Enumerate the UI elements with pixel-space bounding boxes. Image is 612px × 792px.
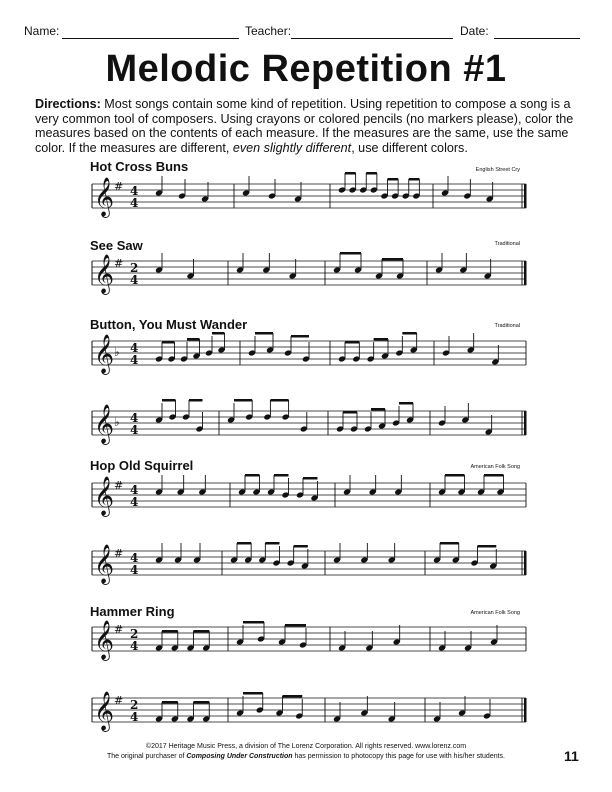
time-signature-top: 4 [130, 411, 139, 425]
time-signature-top: 4 [130, 341, 139, 355]
permission-text-b: has permission to photocopy this page for use with his/her students. [292, 753, 505, 760]
beam [484, 474, 504, 477]
treble-clef-icon: 𝄞 [94, 334, 115, 374]
music-staff [92, 474, 526, 517]
beam [366, 172, 377, 175]
attribution-button-you-must-wander: Traditional [494, 323, 520, 329]
time-signature-top: 4 [130, 551, 139, 565]
permission-text-a: The original purchaser of [106, 753, 187, 760]
time-signature-bottom: 4 [130, 196, 139, 210]
directions-label: Directions: [35, 97, 101, 111]
beam [409, 178, 420, 181]
beam [382, 258, 403, 261]
beam [270, 399, 288, 402]
final-barline [524, 261, 527, 285]
attribution-hop-old-squirrel: American Folk Song [470, 464, 520, 470]
sharp-icon: # [114, 547, 124, 560]
beam [371, 408, 385, 411]
music-staff [92, 620, 526, 661]
beam [445, 474, 465, 477]
attribution-see-saw: Traditional [494, 241, 520, 247]
treble-clef-icon: 𝄞 [94, 691, 115, 731]
copyright-footer [0, 742, 612, 762]
beam [243, 621, 264, 624]
beam [283, 695, 303, 698]
copyright-line: ©2017 Heritage Music Press, a division of The Lorenz Corporation. All rights reserved. www.lorenz.com [145, 743, 467, 750]
date-label: Date: [460, 24, 489, 38]
attribution-hot-cross-buns: English Street Cry [475, 167, 520, 173]
song-title-hammer-ring: Hammer Ring [90, 604, 175, 619]
beam [162, 399, 176, 402]
time-signature-bottom: 4 [130, 423, 139, 437]
final-barline [524, 551, 527, 575]
beam [162, 341, 175, 344]
music-staff [92, 252, 527, 295]
time-signature-bottom: 4 [130, 639, 139, 653]
time-signature-bottom: 4 [130, 563, 139, 577]
final-barline [524, 698, 527, 722]
music-staff [92, 542, 527, 585]
teacher-label: Teacher: [245, 24, 292, 38]
beam [345, 172, 356, 175]
time-signature-top: 2 [130, 698, 139, 712]
directions-text-2: , use different colors. [351, 140, 468, 155]
beam [478, 545, 497, 548]
beam [291, 335, 309, 338]
time-signature-top: 4 [130, 184, 139, 198]
beam [402, 332, 416, 335]
attribution-hammer-ring: American Folk Song [470, 610, 520, 616]
sharp-icon: # [114, 257, 124, 270]
name-label: Name: [24, 24, 60, 38]
beam [162, 701, 178, 704]
beam [194, 630, 210, 633]
book-title: Composing Under Construction [186, 753, 293, 760]
time-signature-bottom: 4 [130, 353, 139, 367]
beam [440, 542, 459, 545]
treble-clef-icon: 𝄞 [94, 544, 115, 584]
sharp-icon: # [114, 694, 124, 707]
time-signature-bottom: 4 [130, 710, 139, 724]
treble-clef-icon: 𝄞 [94, 620, 115, 660]
beam [194, 701, 210, 704]
sharp-icon: # [114, 479, 124, 492]
beam [343, 411, 357, 414]
song-title-hot-cross-buns: Hot Cross Buns [90, 159, 189, 174]
beam [265, 542, 279, 545]
treble-clef-icon: 𝄞 [94, 476, 115, 516]
beam [374, 338, 388, 341]
final-barline [524, 411, 527, 435]
permission-line [0, 752, 612, 762]
treble-clef-icon: 𝄞 [94, 177, 115, 217]
beam [274, 474, 289, 477]
page-title: Melodic Repetition #1 [105, 48, 507, 90]
beam [340, 252, 361, 255]
treble-clef-icon: 𝄞 [94, 254, 115, 294]
sharp-icon: # [114, 623, 124, 636]
beam [255, 332, 273, 335]
time-signature-top: 2 [130, 261, 139, 275]
beam [212, 332, 225, 335]
flat-icon: ♭ [114, 345, 120, 359]
time-signature-bottom: 4 [130, 273, 139, 287]
song-title-see-saw: See Saw [90, 238, 143, 253]
flat-icon: ♭ [114, 415, 120, 429]
beam [162, 630, 178, 633]
beam [187, 338, 200, 341]
beam [243, 692, 263, 695]
beam [234, 399, 252, 402]
time-signature-top: 2 [130, 627, 139, 641]
treble-clef-icon: 𝄞 [94, 404, 115, 444]
song-title-hop-old-squirrel: Hop Old Squirrel [90, 458, 194, 473]
beam [303, 477, 318, 480]
beam [399, 402, 413, 405]
time-signature-bottom: 4 [130, 495, 139, 509]
beam [245, 474, 260, 477]
beam [345, 341, 359, 344]
song-title-button-you-must-wander: Button, You Must Wander [90, 317, 248, 332]
beam [285, 624, 306, 627]
directions-text-1: Most songs contain some kind of repetition. Using repetition to compose a song is a very common tool of composers. Using crayons or colored pencils (no markers please), color the measures based on the contents of each measure. If the measures are the same, use the same color. If the measures are different, [35, 97, 574, 155]
music-staff [92, 332, 526, 375]
music-staff [92, 399, 527, 445]
music-staff [92, 172, 527, 218]
final-barline [524, 184, 527, 208]
directions-emphasis: even slightly different [232, 140, 352, 155]
beam [237, 542, 251, 545]
beam [189, 399, 203, 402]
sharp-icon: # [114, 180, 124, 193]
time-signature-top: 4 [130, 483, 139, 497]
page-number: 11 [564, 748, 579, 764]
beam [294, 545, 308, 548]
beam [388, 178, 399, 181]
music-staff [92, 691, 527, 732]
